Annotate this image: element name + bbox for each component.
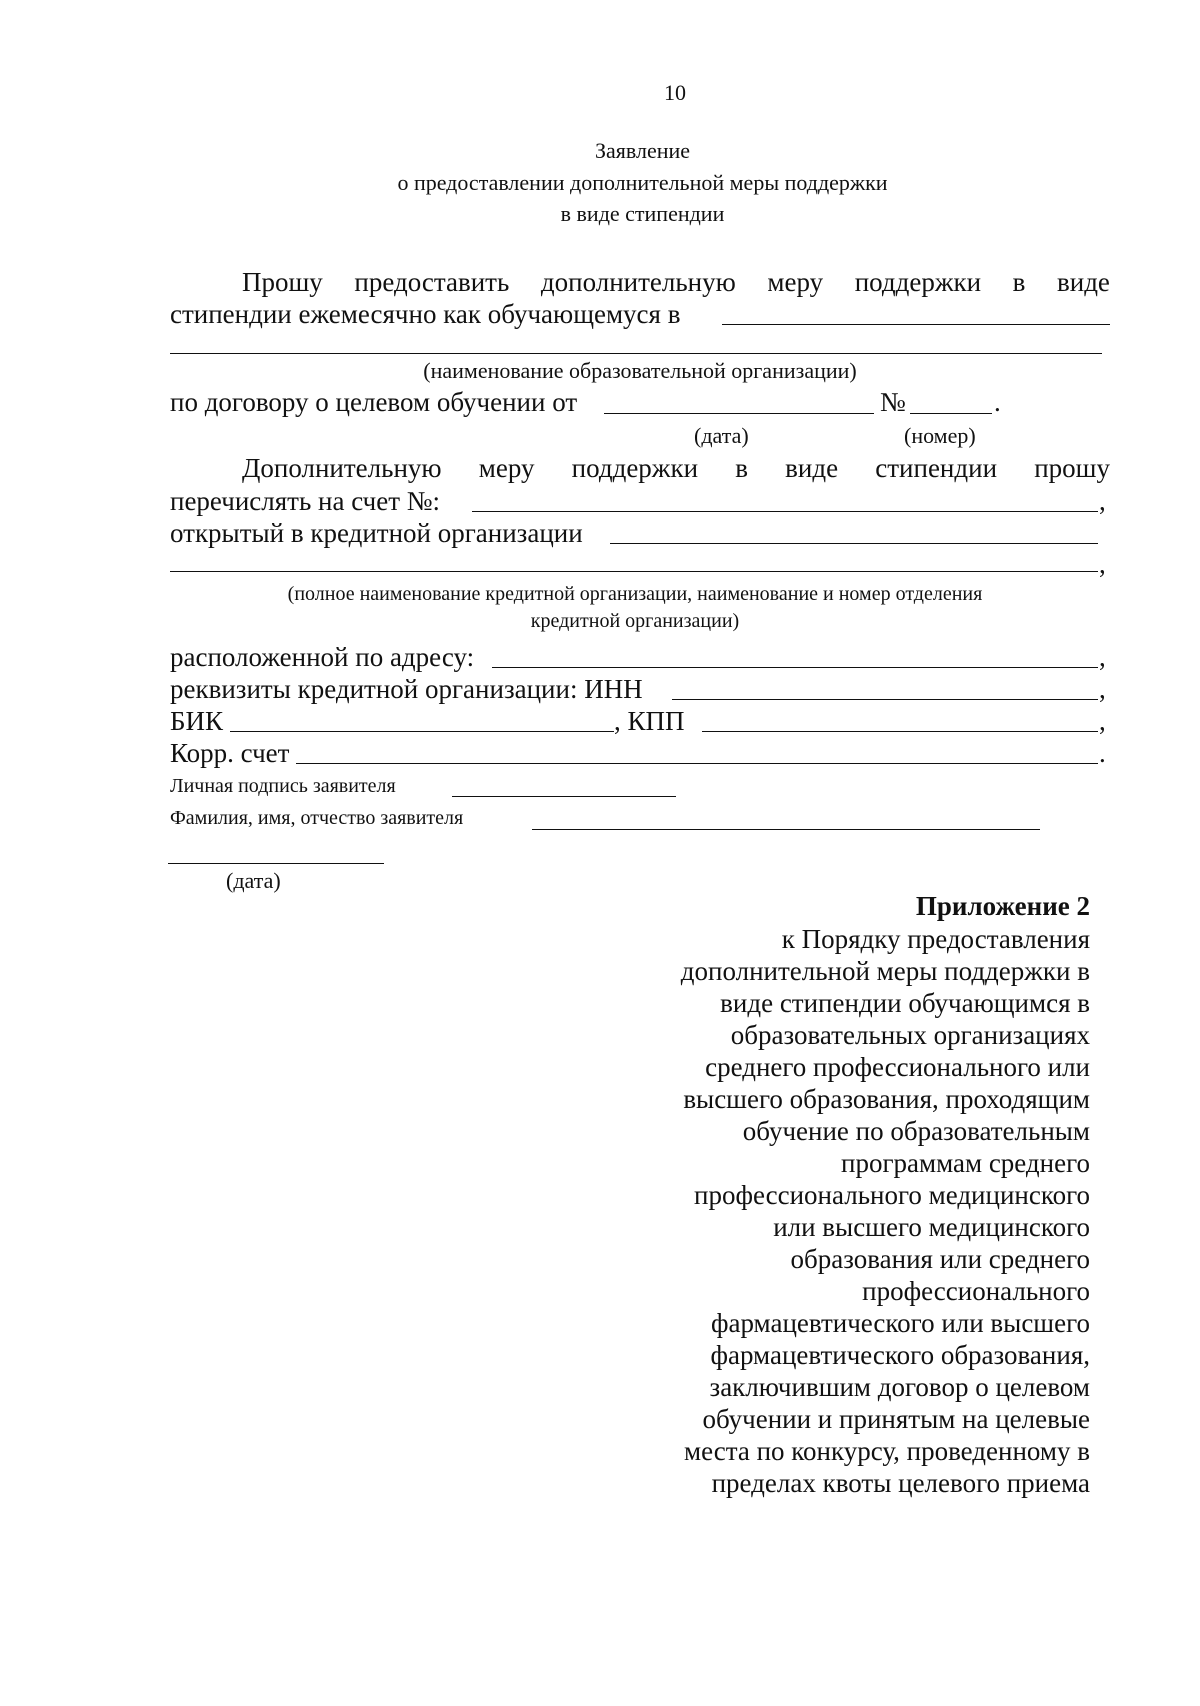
appendix-line: среднего профессионального или xyxy=(705,1052,1090,1082)
address-field[interactable] xyxy=(492,667,1098,668)
word: в xyxy=(735,453,748,483)
appendix-line: места по конкурсу, проведенному в xyxy=(683,1436,1090,1466)
bik-field[interactable] xyxy=(230,731,614,732)
appendix-line: профессионального медицинского xyxy=(694,1180,1090,1210)
org-caption: (наименование образовательной организации) xyxy=(423,358,857,383)
fio-field[interactable] xyxy=(532,829,1040,830)
bank-caption-line-1: (полное наименование кредитной организации, наименование и номер отделения xyxy=(287,583,983,605)
word: в xyxy=(1012,267,1026,297)
signature-label: Личная подпись заявителя xyxy=(170,775,396,797)
bank-name-field-1[interactable] xyxy=(610,543,1098,544)
appendix-line: дополнительной меры поддержки в xyxy=(680,956,1090,986)
bottom-date-caption: (дата) xyxy=(226,868,281,893)
appendix-title: Приложение 2 xyxy=(915,891,1090,921)
fio-label: Фамилия, имя, отчество заявителя xyxy=(170,807,464,829)
appendix-block xyxy=(620,890,1090,1499)
page-number: 10 xyxy=(664,80,686,105)
period-mark: . xyxy=(994,387,1001,417)
number-caption: (номер) xyxy=(904,423,976,448)
bottom-date-field[interactable] xyxy=(168,863,384,864)
appendix-line: фармацевтического образования, xyxy=(710,1340,1090,1370)
word: стипендии xyxy=(875,453,998,483)
word: Дополнительную xyxy=(242,453,442,483)
bank-name-field-2[interactable] xyxy=(170,571,1098,572)
paragraph-2-line-1 xyxy=(242,452,1110,484)
paragraph-1-line-2: стипендии ежемесячно как обучающемуся в xyxy=(170,299,681,329)
appendix-line: виде стипендии обучающимся в xyxy=(720,988,1090,1018)
appendix-line: высшего образования, проходящим xyxy=(683,1084,1090,1114)
contract-label: по договору о целевом обучении от xyxy=(170,387,578,417)
requisites-label: реквизиты кредитной организации: ИНН xyxy=(170,674,643,704)
account-number-field[interactable] xyxy=(472,511,1098,512)
org-field-line-1[interactable] xyxy=(722,324,1110,325)
word: виде xyxy=(1057,267,1110,297)
bank-caption-line-2: кредитной организации) xyxy=(530,610,740,632)
inn-field[interactable] xyxy=(672,699,1098,700)
comma: , xyxy=(1099,486,1106,516)
date-caption: (дата) xyxy=(694,423,749,448)
signature-field[interactable] xyxy=(452,796,676,797)
bik-label: БИК xyxy=(170,706,224,736)
title-line-3: в виде стипендии xyxy=(560,201,725,226)
appendix-line: образования или среднего xyxy=(790,1244,1090,1274)
kpp-field[interactable] xyxy=(702,731,1098,732)
word: меру xyxy=(767,267,824,297)
appendix-line: профессионального xyxy=(862,1276,1090,1306)
word: Прошу xyxy=(242,267,323,297)
comma: , xyxy=(1099,642,1106,672)
comma: , xyxy=(1099,706,1106,736)
contract-date-field[interactable] xyxy=(604,413,874,414)
word: предоставить xyxy=(354,267,510,297)
org-field-line-2[interactable] xyxy=(170,353,1102,354)
corr-account-label: Корр. счет xyxy=(170,738,290,768)
appendix-line: к Порядку предоставления xyxy=(781,924,1090,954)
title-line-1: Заявление xyxy=(594,138,691,163)
address-label: расположенной по адресу: xyxy=(170,642,475,672)
contract-number-field[interactable] xyxy=(910,413,992,414)
corr-account-field[interactable] xyxy=(296,763,1098,764)
appendix-line: фармацевтического или высшего xyxy=(710,1308,1090,1338)
word: дополнительную xyxy=(540,267,736,297)
word: поддержки xyxy=(854,267,982,297)
period-mark: . xyxy=(1099,738,1106,768)
title-line-2: о предоставлении дополнительной меры поддержки xyxy=(397,170,888,195)
paragraph-1-line-1 xyxy=(242,266,1110,298)
bank-label: открытый в кредитной организации xyxy=(170,518,583,548)
comma: , xyxy=(1099,674,1106,704)
account-label: перечислять на счет №: xyxy=(170,486,441,516)
appendix-line: заключившим договор о целевом xyxy=(709,1372,1090,1402)
comma: , xyxy=(1099,549,1106,579)
kpp-label: , КПП xyxy=(614,706,685,736)
word: прошу xyxy=(1034,453,1110,483)
appendix-line: обучение по образовательным xyxy=(742,1116,1090,1146)
word: поддержки xyxy=(571,453,699,483)
word: виде xyxy=(785,453,839,483)
appendix-line: образовательных организациях xyxy=(730,1020,1090,1050)
word: меру xyxy=(478,453,535,483)
appendix-line: или высшего медицинского xyxy=(773,1212,1090,1242)
appendix-line: программам среднего xyxy=(841,1148,1090,1178)
appendix-line: пределах квоты целевого приема xyxy=(711,1468,1090,1498)
number-sign: № xyxy=(880,387,906,417)
appendix-line: обучении и принятым на целевые xyxy=(702,1404,1090,1434)
